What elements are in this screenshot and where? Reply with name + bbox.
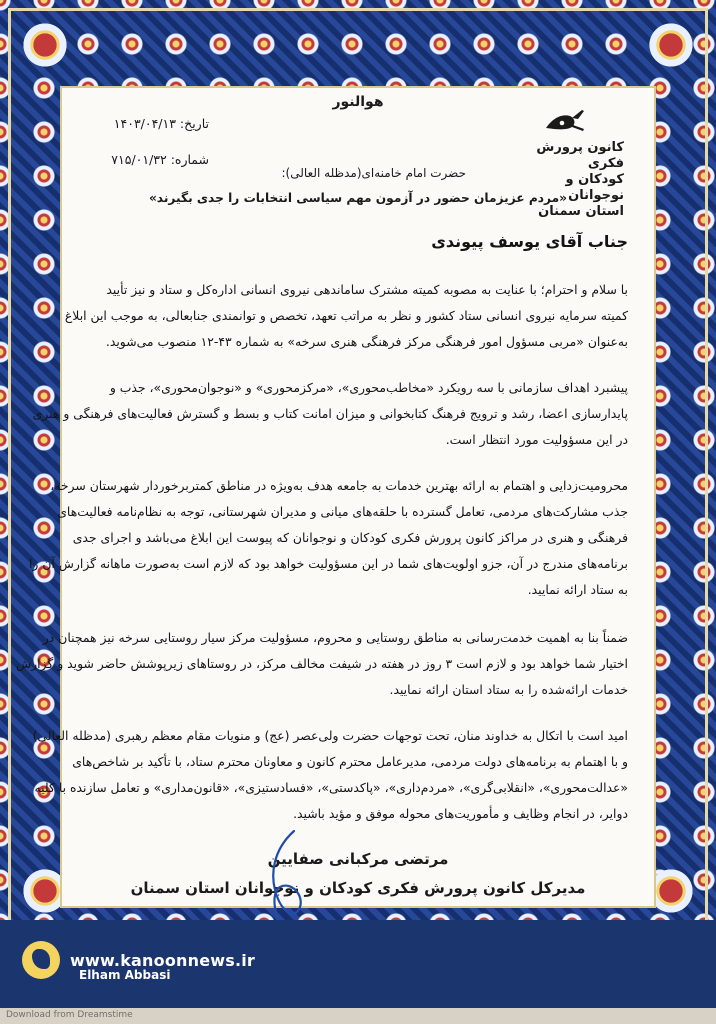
invocation: هوالنور (332, 94, 384, 110)
paragraph3-line1: محرومیت‌زدایی و اهتمام به ارائه بهترین خدمات به جامعه هدف به‌ویژه در مناطق کمتربرخوردار شهرستان سرخه، (50, 478, 628, 493)
paragraph2-line1: پیشبرد اهداف سازمانی با سه رویکرد «مخاطب‌محوری»، «مرکزمحوری» و «نوجوان‌محوری»، جذب و (109, 380, 628, 395)
leader-label: حضرت امام خامنه‌ای(مدظله العالی): (281, 166, 466, 180)
date-label: تاریخ: ۱۴۰۳/۰۴/۱۳ (113, 116, 209, 131)
paragraph5-line3: «عدالت‌محوری»، «انقلابی‌گری»، «مردم‌داری»، «پاکدستی»، «فسادستیزی»، «قانون‌مداری» و تعامل سازنده با کلیه (34, 780, 628, 795)
paragraph3-line3: فرهنگی و هنری در مراکز کانون پرورش فکری کودکان و نوجوانان که پیوست این ابلاغ می‌باشد و اجرای جدی (72, 530, 628, 545)
letter-content (15, 86, 656, 908)
organization-line-3: استان سمنان (538, 204, 624, 219)
paragraph5-line2: و با اهتمام به برنامه‌های دولت مردمی، مدیرعامل محترم کانون و معاونان محترم ستاد، با تأکید بر شاخص‌های (72, 754, 628, 769)
paragraph2-line2: پایدارسازی اعضا، رشد و ترویج فرهنگ کتابخوانی و میزان امانت کتاب و بسط و گسترش فعالیت‌های فرهنگی و هنری (32, 406, 628, 421)
kanoonnews-logo-icon (22, 941, 60, 979)
kanoon-logo-icon (512, 108, 624, 136)
frame-corner-top-right (644, 18, 698, 72)
bottom-ad-strip (0, 1008, 716, 1024)
frame-corner-top-left (18, 18, 72, 72)
ad-strip-text: Download from Dreamstime (6, 1010, 133, 1020)
paragraph1-line2: کمیته سرمایه نیروی انسانی ستاد کشور و نظر به مراتب تعهد، تخصص و توانمندی جنابعالی، به موجب این ابلاغ (64, 308, 628, 323)
paragraph3-line2: جذب مشارکت‌های مردمی، تعامل گسترده با حلقه‌های میانی و مدیران شهرستانی، توجه به نظام‌نامه فعالیت‌های (57, 504, 628, 519)
leader-quote: «مردم عزیزمان حضور در آزمون مهم سیاسی انتخابات را جدی بگیرند» (148, 191, 568, 205)
signatory-title: مدیرکل کانون پرورش فکری کودکان و نوجوانان استان سمنان (130, 879, 586, 897)
paragraph3-line5: به ستاد ارائه نمایید. (527, 582, 628, 597)
photographer-name: Elham Abbasi (79, 968, 171, 982)
paragraph4-line3: خدمات ارائه‌شده را به ستاد استان ارائه نمایید. (389, 682, 628, 697)
paragraph5-line4: دوایر، در انجام وظایف و مأموریت‌های محوله موفق و مؤید باشید. (293, 806, 628, 821)
number-label: شماره: ۷۱۵/۰۱/۳۲ (111, 152, 209, 167)
paragraph2-line3: در این مسؤولیت مورد انتظار است. (445, 432, 628, 447)
organization-line-1: کانون پرورش فکری (536, 140, 624, 171)
paragraph1-line3: به‌عنوان «مربی مسؤول امور فرهنگی مرکز فرهنگی هنری سرخه» به شماره ۴۳-۱۲ منصوب می‌شوید. (105, 334, 628, 349)
organization-line-2: کودکان و نوجوانان (565, 172, 624, 203)
paragraph3-line4: برنامه‌های مندرج در آن، جزو اولویت‌های شما در این مسؤولیت خواهد بود که لازم است به‌صورت ماهانه گزارش آن را (28, 556, 628, 571)
signatory-name: مرتضی مرکبانی صفایین (267, 850, 449, 868)
paragraph4-line1: ضمناً بنا به اهمیت خدمت‌رسانی به مناطق روستایی و محروم، مسؤولیت مرکز سیار روستایی سرخه نیز همچنان در (42, 630, 628, 645)
paragraph5-line1: امید است با اتکال به خداوند منان، تحت توجهات حضرت ولی‌عصر (عج) و منویات مقام معظم رهبری (مدظله العالی) (32, 728, 628, 743)
salutation: جناب آقای یوسف پیوندی (431, 232, 628, 251)
paragraph1-line1: با سلام و احترام؛ با عنایت به مصوبه کمیته مشترک ساماندهی نیروی انسانی اداره‌کل و ستاد و نیز تأیید (106, 282, 628, 297)
paragraph4-line2: اختیار شما خواهد بود و لازم است ۳ روز در هفته در شیفت مخالف مرکز، در روستاهای زیرپوشش حاضر شوید و گزارش (15, 656, 628, 671)
watermark-site: www.kanoonnews.ir (70, 950, 256, 970)
letter-paper (15, 86, 656, 908)
